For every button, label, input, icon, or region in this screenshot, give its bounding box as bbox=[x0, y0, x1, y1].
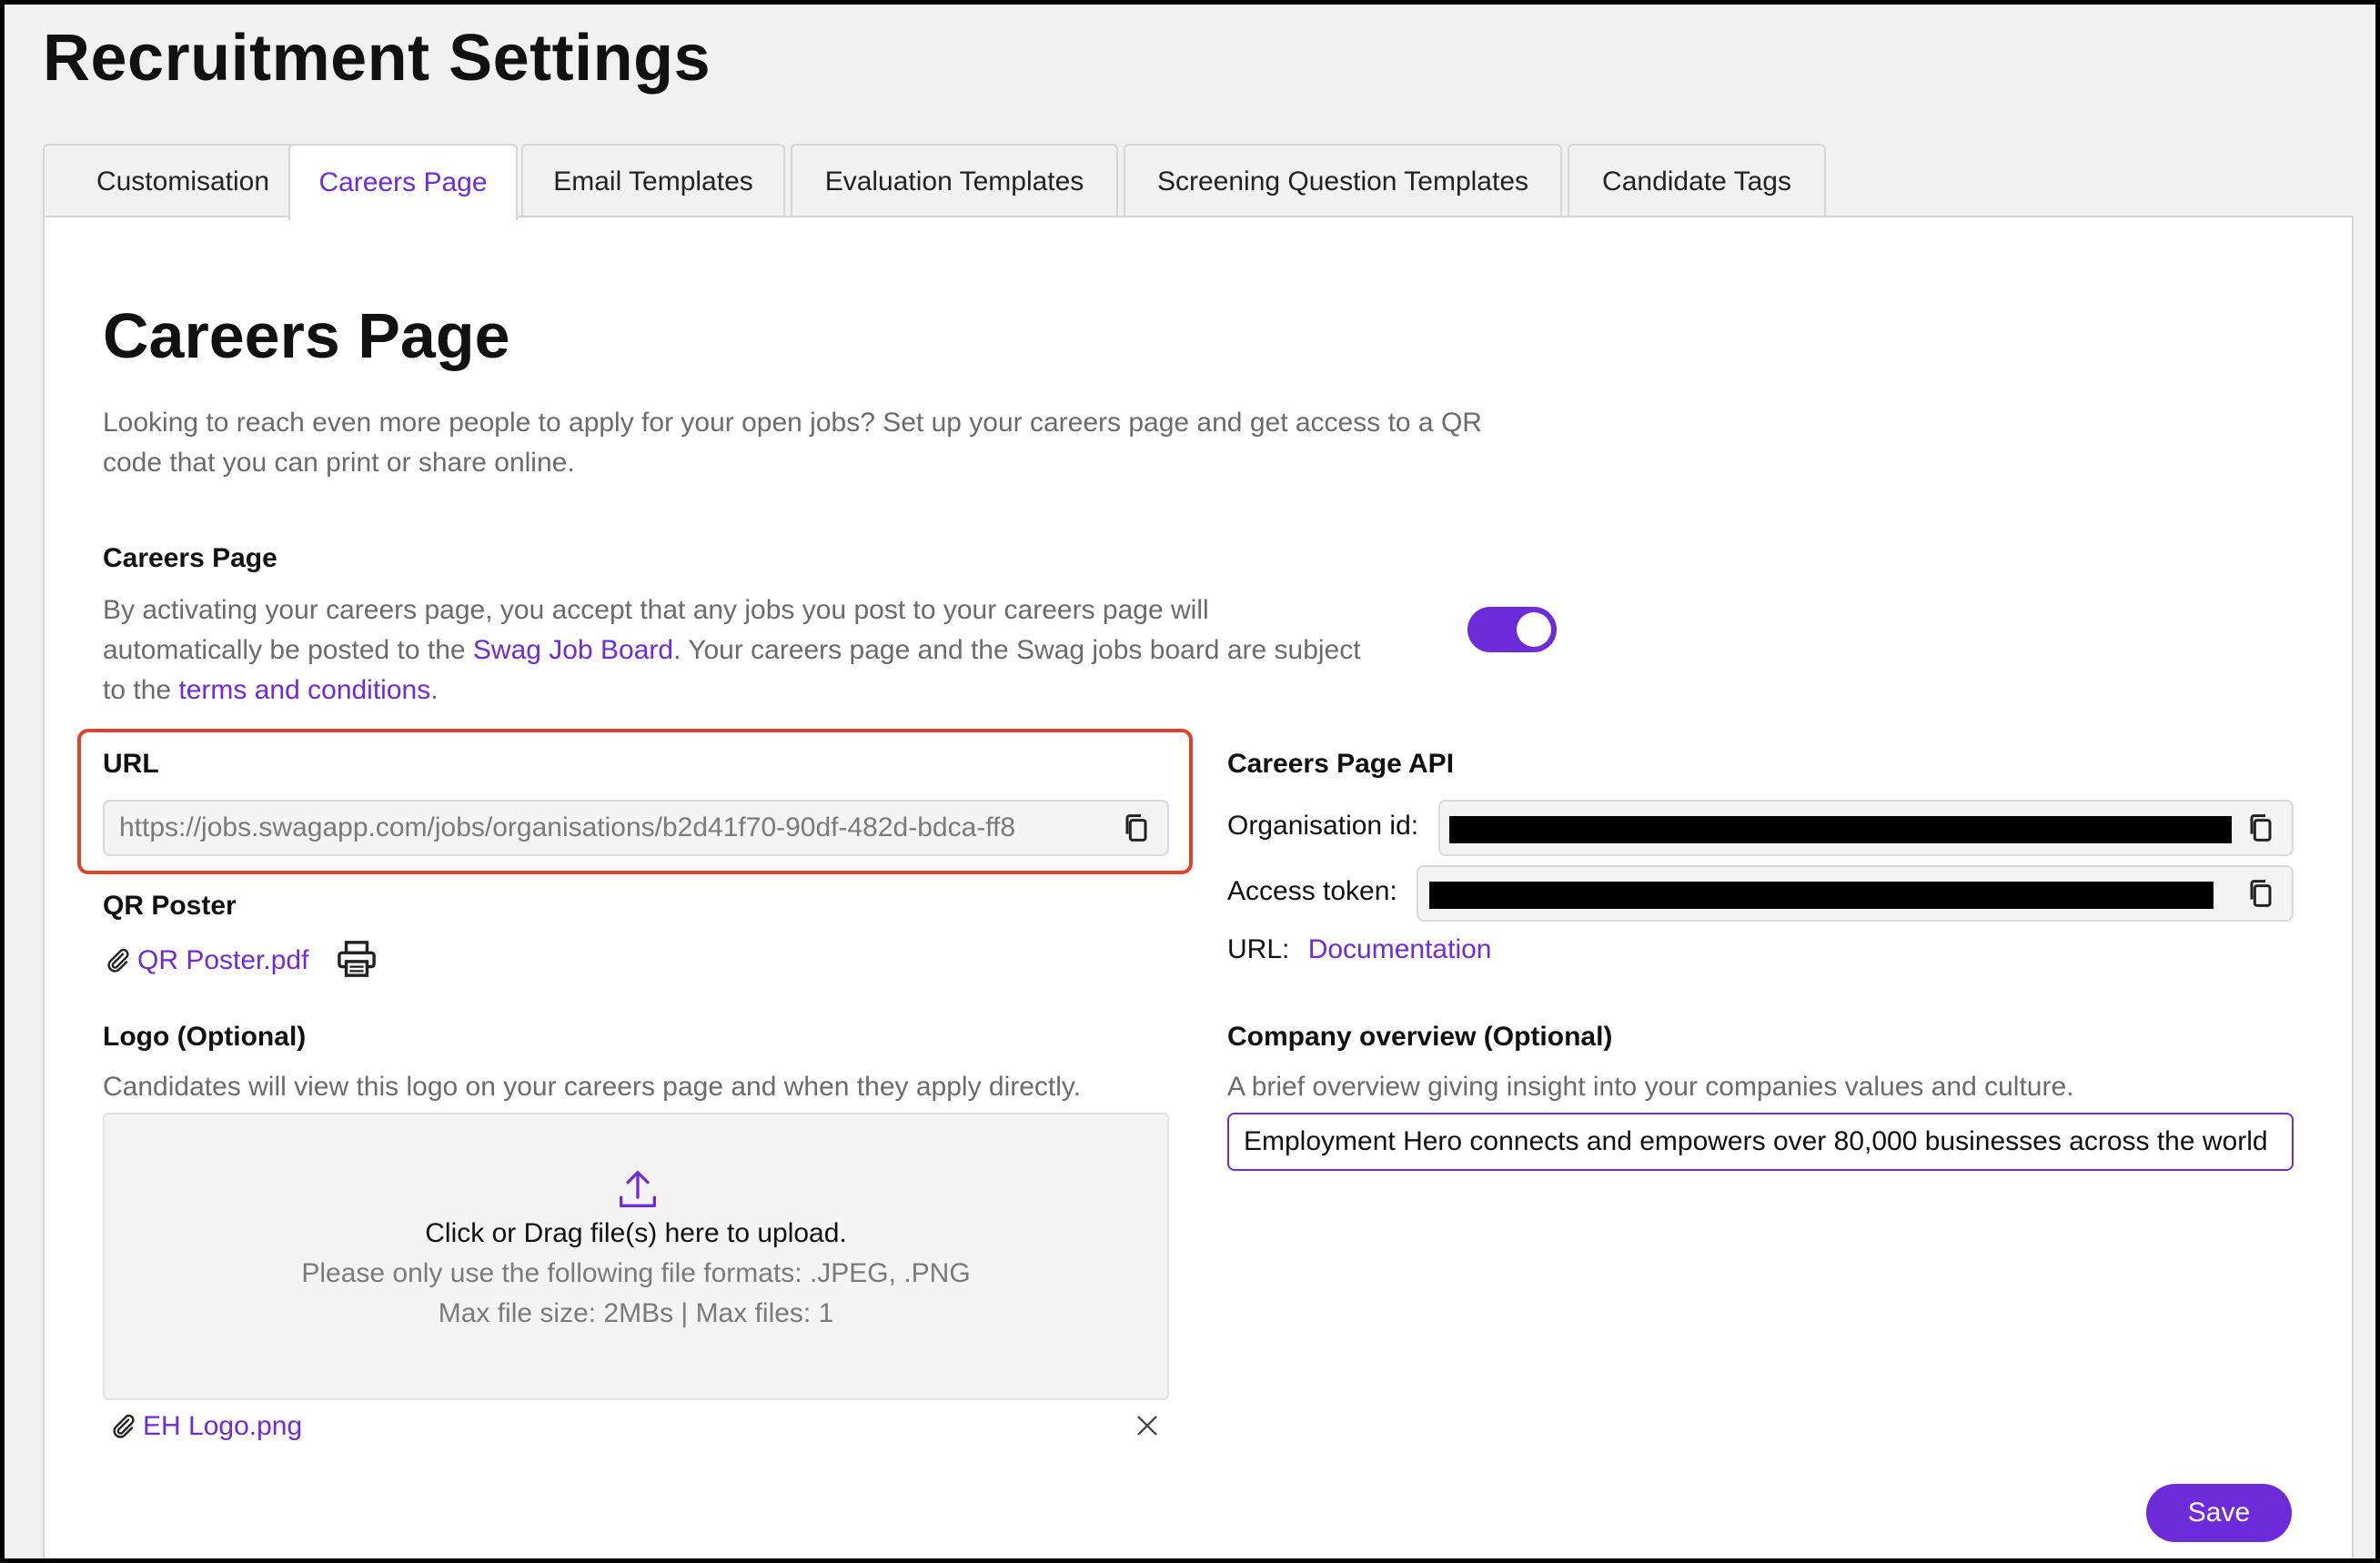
upload-limits: Max file size: 2MBs | Max files: 1 bbox=[438, 1298, 834, 1328]
careers-url-field[interactable] bbox=[103, 800, 1169, 856]
company-overview-input[interactable] bbox=[1227, 1113, 2294, 1171]
tab-careers-page[interactable]: Careers Page bbox=[288, 144, 518, 220]
careers-page-heading: Careers Page bbox=[103, 543, 277, 573]
copy-icon[interactable] bbox=[2243, 810, 2279, 846]
url-label: URL bbox=[103, 749, 159, 779]
logo-description: Candidates will view this logo on your careers page and when they apply directly. bbox=[103, 1072, 1082, 1102]
upload-icon bbox=[618, 1167, 658, 1211]
careers-terms-text: automatically be posted to the bbox=[103, 635, 473, 665]
careers-terms-line-3 bbox=[103, 671, 439, 711]
copy-icon[interactable] bbox=[1118, 810, 1155, 846]
redacted-access-token bbox=[1429, 882, 2214, 909]
careers-page-toggle[interactable] bbox=[1467, 607, 1557, 652]
qr-poster-link[interactable]: QR Poster.pdf bbox=[137, 945, 309, 975]
copy-icon[interactable] bbox=[2243, 875, 2279, 912]
careers-terms-text: . Your careers page and the Swag jobs board are subject bbox=[673, 635, 1361, 665]
careers-terms-text: . bbox=[430, 675, 439, 705]
section-title: Careers Page bbox=[103, 300, 510, 371]
careers-terms-line-2 bbox=[103, 630, 1361, 671]
company-overview-description: A brief overview giving insight into your companies values and culture. bbox=[1227, 1072, 2074, 1102]
redacted-organisation-id bbox=[1449, 816, 2232, 843]
tab-screening-question-templates[interactable]: Screening Question Templates bbox=[1124, 144, 1562, 218]
access-token-label: Access token: bbox=[1227, 876, 1397, 906]
close-icon[interactable] bbox=[1135, 1413, 1160, 1438]
logo-label: Logo (Optional) bbox=[103, 1022, 307, 1052]
tab-candidate-tags[interactable]: Candidate Tags bbox=[1568, 144, 1826, 218]
logo-upload-dropzone[interactable] bbox=[103, 1113, 1169, 1400]
company-overview-label: Company overview (Optional) bbox=[1227, 1022, 1613, 1052]
qr-poster-file[interactable] bbox=[103, 945, 308, 976]
tab-evaluation-templates[interactable]: Evaluation Templates bbox=[791, 144, 1118, 218]
careers-api-heading: Careers Page API bbox=[1227, 749, 1455, 779]
api-url-label: URL: bbox=[1227, 934, 1290, 964]
logo-file-link[interactable]: EH Logo.png bbox=[143, 1411, 303, 1441]
swag-job-board-link[interactable]: Swag Job Board bbox=[472, 635, 674, 665]
documentation-link[interactable]: Documentation bbox=[1307, 934, 1492, 964]
api-url-row bbox=[1227, 934, 1492, 965]
toggle-knob bbox=[1517, 612, 1551, 647]
page-title: Recruitment Settings bbox=[43, 22, 711, 95]
tab-customisation[interactable]: Customisation bbox=[43, 144, 323, 218]
save-button[interactable]: Save bbox=[2146, 1484, 2292, 1542]
paperclip-icon bbox=[108, 1412, 137, 1441]
careers-terms-line-1: By activating your careers page, you accept that any jobs you post to your careers page will bbox=[103, 595, 1209, 625]
company-overview-value: Employment Hero connects and empowers over 80,000 businesses across the world bbox=[1244, 1126, 2268, 1156]
upload-formats: Please only use the following file formats: .JPEG, .PNG bbox=[301, 1258, 971, 1288]
careers-url-value: https://jobs.swagapp.com/jobs/organisations/b2d41f70-90df-482d-bdca-ff8 bbox=[119, 812, 1016, 842]
qr-poster-label: QR Poster bbox=[103, 891, 237, 921]
careers-terms-text: to the bbox=[103, 675, 179, 705]
paperclip-icon bbox=[103, 946, 132, 975]
organisation-id-label: Organisation id: bbox=[1227, 811, 1419, 841]
intro-text-line-2: code that you can print or share online. bbox=[103, 448, 575, 478]
printer-icon[interactable] bbox=[336, 940, 378, 978]
upload-instruction: Click or Drag file(s) here to upload. bbox=[425, 1218, 847, 1248]
logo-file[interactable] bbox=[108, 1411, 302, 1442]
tab-email-templates[interactable]: Email Templates bbox=[521, 144, 785, 218]
terms-and-conditions-link[interactable]: terms and conditions bbox=[178, 675, 431, 705]
intro-text-line-1: Looking to reach even more people to apply for your open jobs? Set up your careers page and get access to a QR bbox=[103, 408, 1482, 438]
careers-page-panel bbox=[43, 216, 2354, 1563]
